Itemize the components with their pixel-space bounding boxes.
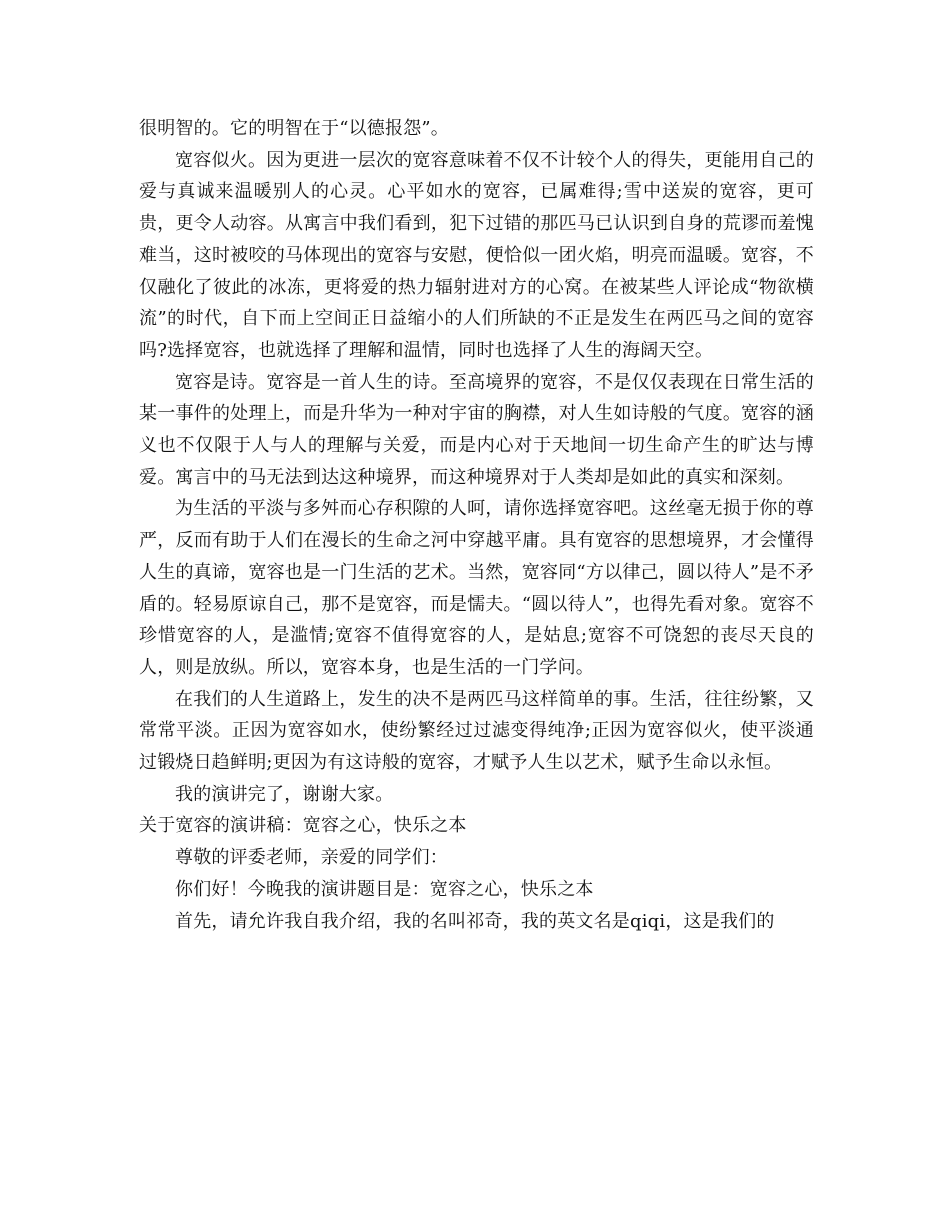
paragraph-continuation: 很明智的。它的明智在于“以德报怨”。 [139,118,450,139]
section-heading: 关于宽容的演讲稿：宽容之心，快乐之本 [139,815,467,837]
paragraph-speech-end: 我的演讲完了，谢谢大家。 [175,783,394,805]
paragraph-choose-tolerance: 为生活的平淡与多舛而心存积隙的人呵，请你选择宽容吧。这丝毫无损于你的尊严，反而有助于人们在漫长的生命之河中穿越平庸。具有宽容的思想境界，才会懂得人生的真谛，宽容也是一门生活的艺术。当然，宽容同“方以律己，圆以待人”是不矛盾的。轻易原谅自己，那不是宽容，而是懦夫。“圆以待人”，也得先看对象。宽容不珍惜宽容的人，是滥情;宽容不值得宽容的人，是姑息;宽容不可饶恕的丧尽天良的人，则是放纵。所以，宽容本身，也是生活的一门学问。 [139,498,814,678]
paragraph-introduction: 首先，请允许我自我介绍，我的名叫祁奇，我的英文名是qiqi，这是我们的 [175,910,775,932]
paragraph-salutation: 尊敬的评委老师，亲爱的同学们： [175,847,448,869]
paragraph-life-road: 在我们的人生道路上，发生的决不是两匹马这样简单的事。生活，往往纷繁，又常常平淡。正因为宽容如水，使纷繁经过过滤变得纯净;正因为宽容似火，使平淡通过锻烧日趋鲜明;更因为有这诗般的宽容，才赋予人生以艺术，赋予生命以永恒。 [139,688,814,774]
paragraph-like-fire: 宽容似火。因为更进一层次的宽容意味着不仅不计较个人的得失，更能用自己的爱与真诚来温暖别人的心灵。心平如水的宽容，已属难得;雪中送炭的宽容，更可贵，更令人动容。从寓言中我们看到，犯下过错的那匹马已认识到自身的荒谬而羞愧难当，这时被咬的马体现出的宽容与安慰，便恰似一团火焰，明亮而温暖。宽容，不仅融化了彼此的冰冻，更将爱的热力辐射进对方的心窝。在被某些人评论成“物欲横流”的时代，自下而上空间正日益缩小的人们所缺的不正是发生在两匹马之间的宽容吗?选择宽容，也就选择了理解和温情，同时也选择了人生的海阔天空。 [139,149,814,361]
paragraph-greeting: 你们好！今晚我的演讲题目是：宽容之心，快乐之本 [175,878,594,900]
document-body [139,113,814,937]
paragraph-is-poem: 宽容是诗。宽容是一首人生的诗。至高境界的宽容，不是仅仅表现在日常生活的某一事件的处理上，而是升华为一种对宇宙的胸襟，对人生如诗般的气度。宽容的涵义也不仅限于人与人的理解与关爱，而是内心对于天地间一切生命产生的旷达与博爱。寓言中的马无法到达这种境界，而这种境界对于人类却是如此的真实和深刻。 [139,371,814,488]
